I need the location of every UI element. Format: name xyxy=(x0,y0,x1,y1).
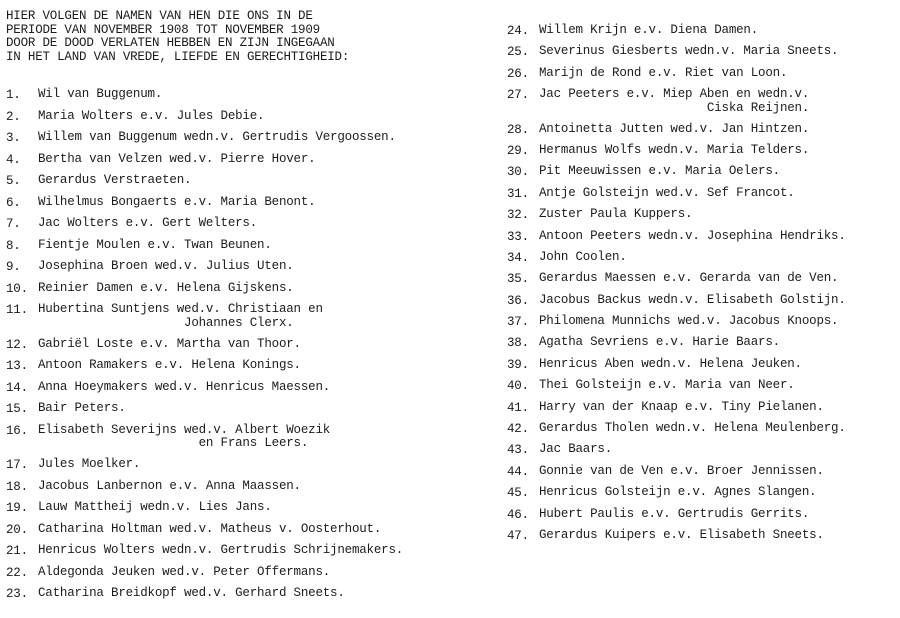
list-item xyxy=(507,294,897,308)
entry-line: Agatha Sevriens e.v. Harie Baars. xyxy=(539,335,780,350)
right-column xyxy=(507,24,897,550)
entry-number: 33. xyxy=(507,229,529,244)
entry-text xyxy=(539,208,897,222)
entry-line: Gabriël Loste e.v. Martha van Thoor. xyxy=(38,336,301,351)
list-item xyxy=(6,424,486,451)
entry-number: 37. xyxy=(507,315,529,330)
entry-line: Philomena Munnichs wed.v. Jacobus Knoops. xyxy=(539,314,839,329)
entry-line: Gonnie van de Ven e.v. Broer Jennissen. xyxy=(539,463,824,478)
entry-number: 2. xyxy=(6,109,21,124)
entry-line: Antoon Ramakers e.v. Helena Konings. xyxy=(38,358,301,372)
list-item xyxy=(6,196,486,210)
list-item xyxy=(507,144,897,158)
list-item xyxy=(6,88,486,102)
entry-text xyxy=(539,294,897,308)
entry-number: 20. xyxy=(6,522,28,537)
list-item xyxy=(507,187,897,201)
entry-number: 27. xyxy=(507,88,529,103)
entry-number: 38. xyxy=(507,336,529,351)
list-item xyxy=(507,465,897,479)
entry-text xyxy=(38,110,486,124)
entry-number: 10. xyxy=(6,281,28,296)
list-item xyxy=(507,24,897,38)
list-item xyxy=(6,153,486,167)
entry-text xyxy=(539,165,897,179)
entry-text xyxy=(539,272,897,286)
entry-text xyxy=(38,566,486,580)
entry-line: Pit Meeuwissen e.v. Maria Oelers. xyxy=(539,164,780,179)
entry-line: Catharina Breidkopf wed.v. Gerhard Sneets. xyxy=(38,586,345,600)
entry-number: 42. xyxy=(507,422,529,437)
entry-text xyxy=(38,131,486,145)
entry-text xyxy=(539,123,897,137)
entry-line: Jules Moelker. xyxy=(38,457,141,471)
entry-line: Henricus Wolters wedn.v. Gertrudis Schrijnemakers. xyxy=(38,543,404,557)
entry-line: Elisabeth Severijns wed.v. Albert Woezik xyxy=(38,422,331,437)
list-item xyxy=(6,566,486,580)
list-item xyxy=(507,67,897,81)
entry-line: Bair Peters. xyxy=(38,401,126,415)
list-item xyxy=(507,422,897,436)
list-item xyxy=(507,358,897,372)
entry-number: 15. xyxy=(6,402,28,416)
entry-text xyxy=(539,401,897,415)
entry-line: Maria Wolters e.v. Jules Debie. xyxy=(38,108,265,123)
entry-number: 21. xyxy=(6,544,28,558)
entry-text xyxy=(38,196,486,210)
entry-line: Catharina Holtman wed.v. Matheus v. Oosterhout. xyxy=(38,521,382,536)
entry-number: 39. xyxy=(507,357,529,372)
entry-number: 45. xyxy=(507,486,529,501)
list-item xyxy=(507,88,897,115)
list-item xyxy=(507,123,897,137)
entry-number: 25. xyxy=(507,45,529,60)
header-line: HIER VOLGEN DE NAMEN VAN HEN DIE ONS IN DE xyxy=(6,9,313,23)
entry-line: Fientje Moulen e.v. Twan Beunen. xyxy=(38,237,272,252)
list-item xyxy=(507,529,897,543)
entry-number: 16. xyxy=(6,423,28,438)
header-line: PERIODE VAN NOVEMBER 1908 TOT NOVEMBER 1909 xyxy=(6,22,320,37)
entry-number: 9. xyxy=(6,260,21,274)
entry-text xyxy=(539,486,897,500)
entry-text xyxy=(38,544,486,558)
entry-line: Johannes Clerx. xyxy=(38,315,294,330)
entry-number: 41. xyxy=(507,400,529,415)
entry-number: 1. xyxy=(6,88,21,102)
list-item xyxy=(6,217,486,231)
entry-number: 43. xyxy=(507,443,529,458)
entry-line: Hermanus Wolfs wedn.v. Maria Telders. xyxy=(539,142,810,157)
list-item xyxy=(6,501,486,515)
entry-line: Severinus Giesberts wedn.v. Maria Sneets. xyxy=(539,44,839,59)
entry-text xyxy=(539,45,897,59)
entry-text xyxy=(539,144,897,158)
entry-text xyxy=(38,381,486,395)
entry-text xyxy=(539,443,897,457)
entry-number: 28. xyxy=(507,122,529,137)
list-item xyxy=(6,480,486,494)
entry-line: Hubertina Suntjens wed.v. Christiaan en xyxy=(38,302,323,316)
list-item xyxy=(507,230,897,244)
list-item xyxy=(507,486,897,500)
entry-number: 11. xyxy=(6,303,28,317)
list-item xyxy=(6,303,486,330)
entry-line: John Coolen. xyxy=(539,249,627,264)
entry-line: Willem van Buggenum wedn.v. Gertrudis Vergoossen. xyxy=(38,130,396,144)
entry-line: Jacobus Backus wedn.v. Elisabeth Golstijn. xyxy=(539,292,846,307)
entry-text xyxy=(38,523,486,537)
list-item xyxy=(507,45,897,59)
entry-line: Henricus Golsteijn e.v. Agnes Slangen. xyxy=(539,485,817,500)
list-item xyxy=(6,282,486,296)
entry-text xyxy=(38,303,486,330)
entry-text xyxy=(38,501,486,515)
entry-text xyxy=(539,422,897,436)
entry-text xyxy=(38,458,486,472)
entry-text xyxy=(38,402,486,416)
entry-text xyxy=(539,315,897,329)
entry-line: Bertha van Velzen wed.v. Pierre Hover. xyxy=(38,151,316,166)
entry-number: 40. xyxy=(507,379,529,394)
list-item xyxy=(507,165,897,179)
entry-number: 30. xyxy=(507,165,529,180)
entry-number: 6. xyxy=(6,195,21,210)
entry-text xyxy=(38,359,486,373)
list-item xyxy=(507,315,897,329)
list-item xyxy=(6,239,486,253)
entry-text xyxy=(539,358,897,372)
document-header xyxy=(6,10,476,64)
list-item xyxy=(507,272,897,286)
entry-number: 12. xyxy=(6,337,28,352)
entry-number: 17. xyxy=(6,458,28,472)
header-line: IN HET LAND VAN VREDE, LIEFDE EN GERECHTIGHEID: xyxy=(6,49,350,64)
entry-line: Willem Krijn e.v. Diena Damen. xyxy=(539,23,759,37)
entry-number: 23. xyxy=(6,587,28,601)
entry-line: Antoon Peeters wedn.v. Josephina Hendriks. xyxy=(539,228,846,243)
entry-line: Antje Golsteijn wed.v. Sef Francot. xyxy=(539,185,795,200)
entry-number: 4. xyxy=(6,152,21,167)
entry-number: 22. xyxy=(6,565,28,580)
entry-line: Gerardus Tholen wedn.v. Helena Meulenberg. xyxy=(539,421,846,436)
entry-line: Gerardus Kuipers e.v. Elisabeth Sneets. xyxy=(539,527,824,542)
entry-number: 3. xyxy=(6,131,21,145)
list-item xyxy=(6,523,486,537)
list-item xyxy=(6,338,486,352)
list-item xyxy=(6,458,486,472)
entry-line: en Frans Leers. xyxy=(38,436,309,450)
list-item xyxy=(6,131,486,145)
entry-line: Jac Wolters e.v. Gert Welters. xyxy=(38,216,258,230)
entry-line: Marijn de Rond e.v. Riet van Loon. xyxy=(539,65,788,80)
entry-text xyxy=(539,230,897,244)
entry-text xyxy=(38,424,486,451)
entry-line: Jac Baars. xyxy=(539,442,613,457)
entry-text xyxy=(38,282,486,296)
entry-line: Jac Peeters e.v. Miep Aben en wedn.v. xyxy=(539,87,810,102)
list-item xyxy=(507,208,897,222)
entry-text xyxy=(539,529,897,543)
entry-text xyxy=(38,587,486,601)
entry-text xyxy=(539,508,897,522)
list-item xyxy=(6,544,486,558)
entry-number: 14. xyxy=(6,380,28,395)
entry-text xyxy=(539,24,897,38)
entry-number: 31. xyxy=(507,186,529,201)
entry-number: 32. xyxy=(507,208,529,223)
entry-text xyxy=(539,379,897,393)
entry-text xyxy=(38,153,486,167)
entry-number: 47. xyxy=(507,528,529,543)
entry-number: 36. xyxy=(507,293,529,308)
entry-text xyxy=(38,174,486,188)
entry-number: 34. xyxy=(507,250,529,265)
entry-line: Hubert Paulis e.v. Gertrudis Gerrits. xyxy=(539,506,810,521)
entry-number: 18. xyxy=(6,479,28,494)
entry-number: 29. xyxy=(507,143,529,158)
entry-text xyxy=(539,88,897,115)
entry-line: Anna Hoeymakers wed.v. Henricus Maessen. xyxy=(38,379,331,394)
entry-line: Reinier Damen e.v. Helena Gijskens. xyxy=(38,280,294,295)
entry-line: Gerardus Maessen e.v. Gerarda van de Ven. xyxy=(539,271,839,286)
list-item xyxy=(6,587,486,601)
entry-number: 5. xyxy=(6,174,21,188)
entry-text xyxy=(539,251,897,265)
entry-number: 13. xyxy=(6,359,28,373)
entry-text xyxy=(539,187,897,201)
list-item xyxy=(507,379,897,393)
list-item xyxy=(6,402,486,416)
header-line: DOOR DE DOOD VERLATEN HEBBEN EN ZIJN INGEGAAN xyxy=(6,36,335,50)
list-item xyxy=(6,110,486,124)
entry-text xyxy=(38,239,486,253)
entry-number: 46. xyxy=(507,507,529,522)
list-item xyxy=(507,251,897,265)
entry-text xyxy=(539,465,897,479)
entry-text xyxy=(38,217,486,231)
entry-text xyxy=(38,338,486,352)
entry-number: 7. xyxy=(6,217,21,231)
entry-line: Zuster Paula Kuppers. xyxy=(539,207,693,222)
entry-text xyxy=(38,260,486,274)
entry-text xyxy=(38,480,486,494)
entry-number: 8. xyxy=(6,238,21,253)
entry-text xyxy=(539,336,897,350)
list-item xyxy=(6,174,486,188)
entry-line: Harry van der Knaap e.v. Tiny Pielanen. xyxy=(539,399,824,414)
entry-line: Wilhelmus Bongaerts e.v. Maria Benont. xyxy=(38,194,316,209)
entry-number: 24. xyxy=(507,24,529,38)
entry-line: Thei Golsteijn e.v. Maria van Neer. xyxy=(539,378,795,393)
entry-text xyxy=(539,67,897,81)
list-item xyxy=(6,381,486,395)
entry-line: Aldegonda Jeuken wed.v. Peter Offermans. xyxy=(38,564,331,579)
entry-line: Henricus Aben wedn.v. Helena Jeuken. xyxy=(539,356,802,371)
entry-number: 44. xyxy=(507,464,529,479)
entry-line: Ciska Reijnen. xyxy=(539,100,810,115)
entry-line: Lauw Mattheij wedn.v. Lies Jans. xyxy=(38,500,272,514)
list-item xyxy=(507,443,897,457)
list-item xyxy=(507,401,897,415)
list-item xyxy=(507,336,897,350)
entry-line: Jacobus Lanbernon e.v. Anna Maassen. xyxy=(38,478,301,493)
list-item xyxy=(507,508,897,522)
entry-number: 19. xyxy=(6,501,28,515)
list-item xyxy=(6,260,486,274)
entry-line: Antoinetta Jutten wed.v. Jan Hintzen. xyxy=(539,121,810,136)
entry-number: 35. xyxy=(507,272,529,287)
entry-line: Josephina Broen wed.v. Julius Uten. xyxy=(38,259,294,273)
entry-line: Wil van Buggenum. xyxy=(38,87,163,101)
entry-text xyxy=(38,88,486,102)
list-item xyxy=(6,359,486,373)
left-column xyxy=(6,88,486,609)
entry-number: 26. xyxy=(507,66,529,81)
entry-line: Gerardus Verstraeten. xyxy=(38,173,192,187)
